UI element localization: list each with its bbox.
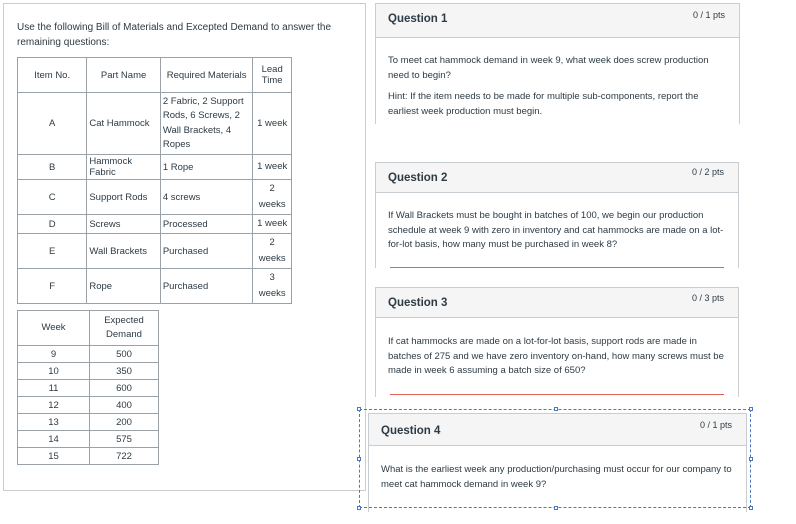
demand-cell-week: 10 (18, 363, 90, 380)
resize-handle-top-right[interactable] (749, 407, 753, 411)
bom-cell-part: Support Rods (87, 180, 161, 215)
demand-table (17, 310, 159, 465)
bom-cell-lead: 3 weeks (253, 269, 292, 304)
question-title: Question 4 (381, 425, 441, 437)
bom-cell-materials: 1 Rope (160, 155, 253, 180)
selection-frame[interactable] (359, 409, 751, 508)
table-row (18, 397, 159, 414)
demand-cell-value: 350 (90, 363, 159, 380)
table-row (18, 269, 292, 304)
demand-cell-week: 15 (18, 448, 90, 465)
question-points: 0 / 3 pts (691, 293, 724, 303)
table-row (18, 234, 292, 269)
bom-cell-materials: Purchased (160, 234, 253, 269)
resize-handle-top-left[interactable] (357, 407, 361, 411)
bom-cell-part: Screws (87, 215, 161, 234)
question-text: What is the earliest week any production/purchasing must occur for our company to meet cat hammock demand in week 9? (381, 464, 732, 490)
bom-cell-lead: 2 weeks (253, 180, 292, 215)
demand-cell-value: 575 (90, 431, 159, 448)
resize-handle-bottom-left[interactable] (357, 506, 361, 510)
question-body (388, 209, 724, 260)
table-row (18, 363, 159, 380)
question-text: If Wall Brackets must be bought in batches of 100, we begin our production schedule at week 9 with zero in inventory and cat hammocks are made on a lot-for-lot basis, how many must be purchased in week 8? (388, 210, 724, 250)
table-row (18, 180, 292, 215)
demand-cell-value: 200 (90, 414, 159, 431)
resize-handle-middle-left[interactable] (357, 457, 361, 461)
bom-cell-item: A (18, 93, 87, 155)
demand-header-expected: Expected Demand (90, 311, 159, 346)
bom-cell-part: Rope (87, 269, 161, 304)
bom-cell-part: Wall Brackets (87, 234, 161, 269)
bom-cell-part: Cat Hammock (87, 93, 161, 155)
question-text: If cat hammocks are made on a lot-for-lot basis, support rods are made in batches of 275 and we have zero inventory on-hand, how many screws must be made in week 6 assuming a batch size of 650? (388, 336, 724, 376)
question-points: 0 / 1 pts (692, 10, 725, 20)
resize-handle-middle-right[interactable] (749, 457, 753, 461)
question-header (376, 288, 738, 318)
table-row (18, 346, 159, 363)
resize-handle-top-center[interactable] (554, 407, 558, 411)
demand-cell-value: 600 (90, 380, 159, 397)
question-title: Question 3 (388, 297, 448, 309)
question-header (376, 163, 738, 193)
bom-cell-item: E (18, 234, 87, 269)
bom-cell-materials: 2 Fabric, 2 Support Rods, 6 Screws, 2 Wall Brackets, 4 Ropes (160, 93, 253, 155)
table-row (18, 380, 159, 397)
demand-header-row (18, 311, 159, 346)
demand-cell-value: 722 (90, 448, 159, 465)
table-row (18, 93, 292, 155)
question-title: Question 1 (388, 13, 448, 25)
question-text: To meet cat hammock demand in week 9, what week does screw production need to begin? (388, 55, 709, 81)
bom-table (17, 57, 292, 304)
table-row (18, 155, 292, 180)
demand-header-week: Week (18, 311, 90, 346)
demand-cell-week: 9 (18, 346, 90, 363)
answer-field-underline[interactable] (390, 394, 724, 395)
table-row (18, 414, 159, 431)
resize-handle-bottom-center[interactable] (554, 506, 558, 510)
bom-header-item: Item No. (18, 58, 87, 93)
question-hint: Hint: If the item needs to be made for multiple sub-components, report the earliest week production must begin. (388, 91, 699, 117)
question-card-2 (375, 162, 739, 268)
demand-cell-week: 13 (18, 414, 90, 431)
bill-of-materials-panel (3, 3, 366, 491)
bom-header-row (18, 58, 292, 93)
question-body (388, 54, 725, 126)
question-title: Question 2 (388, 172, 448, 184)
demand-cell-value: 500 (90, 346, 159, 363)
bom-cell-lead: 1 week (253, 215, 292, 234)
table-row (18, 448, 159, 465)
question-header (376, 4, 739, 38)
table-row (18, 215, 292, 234)
bom-header-lead: Lead Time (253, 58, 292, 93)
resize-handle-bottom-right[interactable] (749, 506, 753, 510)
question-body (388, 335, 724, 386)
bom-header-part: Part Name (87, 58, 161, 93)
table-row (18, 431, 159, 448)
bom-cell-item: F (18, 269, 87, 304)
bom-cell-lead: 1 week (253, 155, 292, 180)
bom-header-materials: Required Materials (160, 58, 253, 93)
question-points: 0 / 1 pts (699, 420, 732, 430)
bom-cell-materials: Purchased (160, 269, 253, 304)
question-points: 0 / 2 pts (691, 167, 724, 177)
question-card-1 (375, 3, 740, 124)
question-card-3 (375, 287, 739, 397)
demand-cell-week: 11 (18, 380, 90, 397)
bom-cell-lead: 1 week (253, 93, 292, 155)
bom-cell-materials: Processed (160, 215, 253, 234)
bom-cell-item: D (18, 215, 87, 234)
bom-cell-lead: 2 weeks (253, 234, 292, 269)
bom-cell-item: C (18, 180, 87, 215)
answer-field-underline[interactable] (390, 267, 724, 268)
demand-cell-week: 12 (18, 397, 90, 414)
demand-cell-value: 400 (90, 397, 159, 414)
bom-cell-item: B (18, 155, 87, 180)
intro-text: Use the following Bill of Materials and Excepted Demand to answer the remaining questions: (17, 22, 332, 48)
bom-cell-part: Hammock Fabric (87, 155, 161, 180)
demand-cell-week: 14 (18, 431, 90, 448)
bom-cell-materials: 4 screws (160, 180, 253, 215)
